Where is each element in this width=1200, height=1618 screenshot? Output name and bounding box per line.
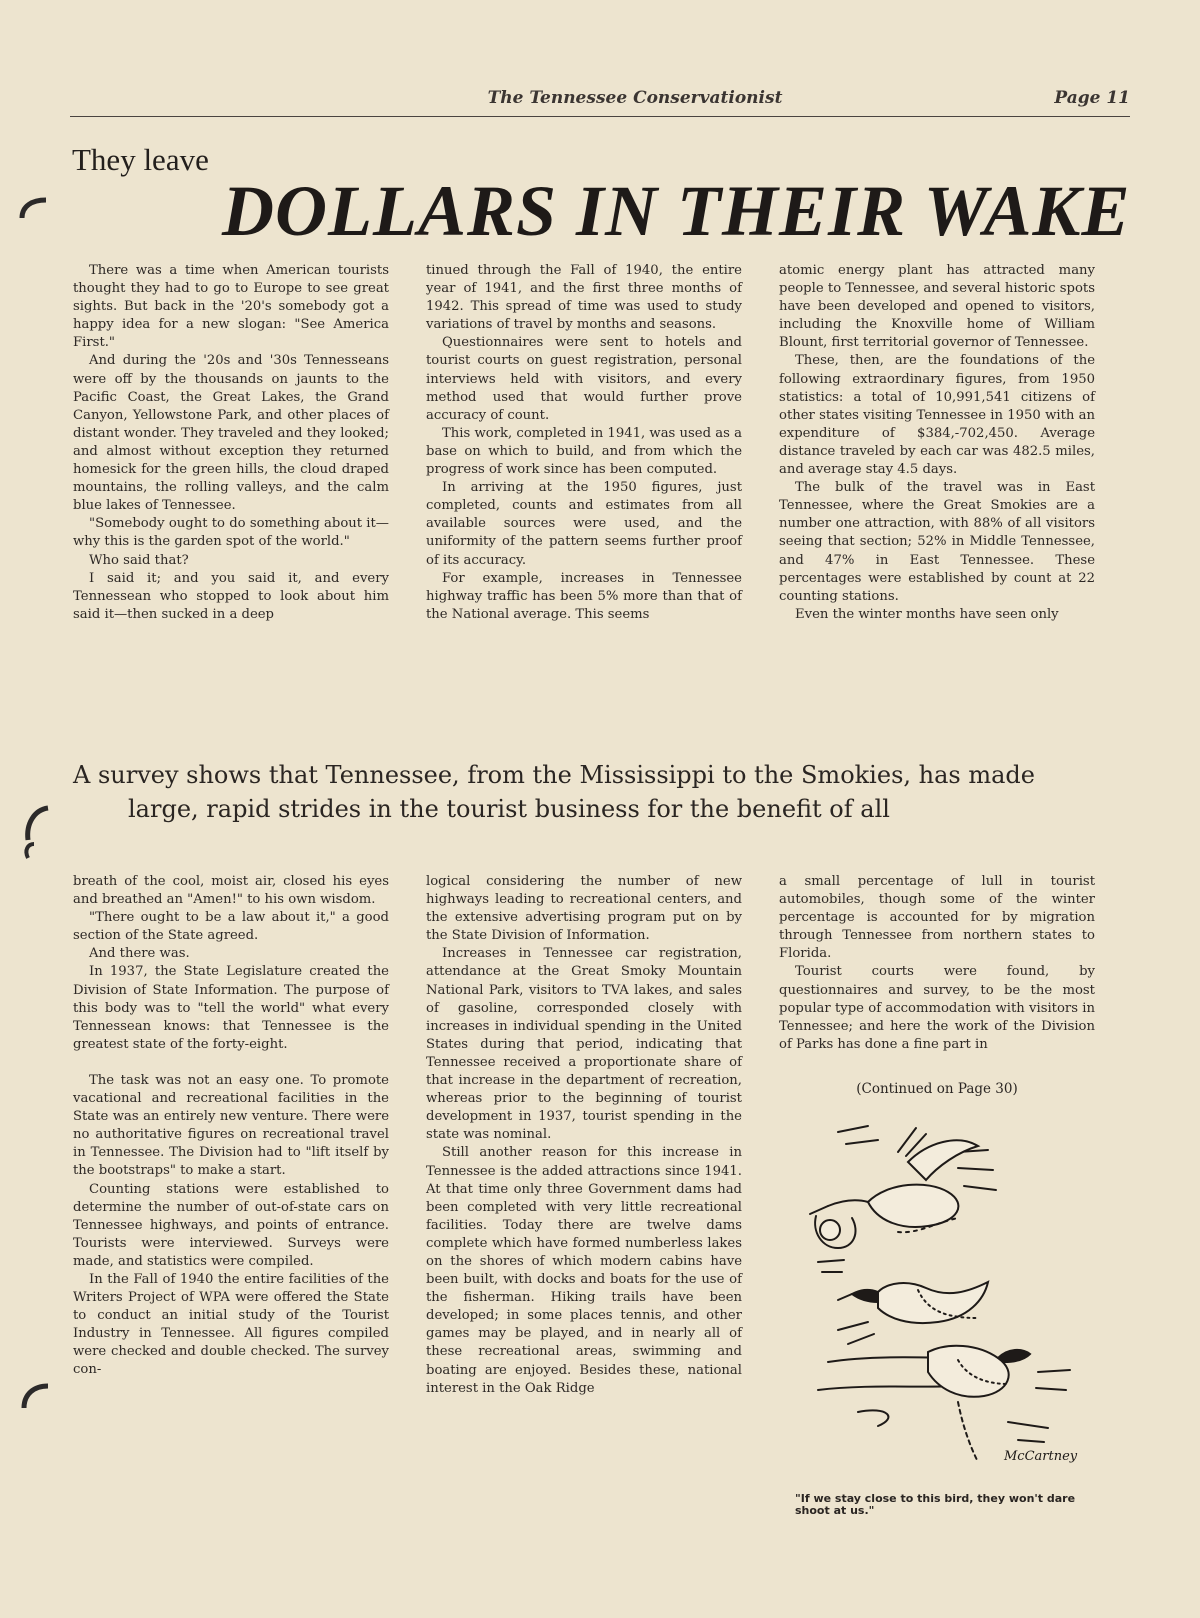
cartoon-caption: "If we stay close to this bird, they won't dare shoot at us." — [795, 1492, 1076, 1517]
article-kicker: They leave — [72, 142, 209, 177]
cartoonist-signature: McCartney — [1004, 1449, 1078, 1464]
paragraph: atomic energy plant has attracted many people to Tennessee, and several historic spots have been developed and opened to visitors, including the Knoxville home of William Blount, first territorial governor of Tennessee. — [779, 263, 1095, 351]
paragraph: Still another reason for this increase in Tennessee is the added attractions since 1941. At that time only three Government dams had been completed with very little recreational facilities. Today there are twelve dams complete which have formed numberless lakes on the shores of which modern cabins have been built, with docks and boats for the use of the fisherman. Hiking trails have been developed; in some places tennis, and other games may be played, and in nearly all of these recreational areas, swimming and boating are enjoyed. Besides these, national interest in the Oak Ridge — [426, 1145, 742, 1396]
paragraph: a small percentage of lull in tourist automobiles, though some of the winter percentage is accounted for by migration through Tennessee from northern states to Florida. — [779, 874, 1095, 962]
paragraph: breath of the cool, moist air, closed his eyes and breathed an "Amen!" to his own wisdom. — [73, 874, 389, 908]
paragraph: I said it; and you said it, and every Tennessean who stopped to look about him said it—then sucked in a deep — [73, 570, 389, 622]
paragraph: Who said that? — [89, 552, 189, 568]
paragraph: These, then, are the foundations of the following extraordinary figures, from 1950 statistics: a total of 10,991,541 citizens of other states visiting Tennessee in 1950 with an expenditure of $384,-702,450. Average distance traveled by each car was 482.5 miles, and average stay 4.5 days. — [779, 353, 1095, 478]
column-1-top — [73, 262, 389, 624]
paragraph: The bulk of the travel was in East Tennessee, where the Great Smokies are a number one attraction, with 88% of all visitors seeing that section; 52% in Middle Tennessee, and 47% in East Tennessee. These percentages were established by count at 22 counting stations. — [779, 480, 1095, 604]
paragraph: Increases in Tennessee car registration, attendance at the Great Smoky Mountain National Park, visitors to TVA lakes, and sales of gasoline, corresponded closely with increases in individual spending in the United States during that period, indicating that Tennessee received a proportionate share of that increase in the department of recreation, whereas prior to the beginning of tourist development in 1937, tourist spending in the state was nominal. — [426, 946, 742, 1143]
paragraph: In the Fall of 1940 the entire facilities of the Writers Project of WPA were offered the State to conduct an initial study of the Tourist Industry in Tennessee. All figures compiled were checked and double checked. The survey con- — [73, 1271, 389, 1378]
paragraph: For example, increases in Tennessee highway traffic has been 5% more than that of the National average. This seems — [426, 570, 742, 622]
paragraph: logical considering the number of new highways leading to recreational centers, and the extensive advertising program put on by the State Division of Information. — [426, 874, 742, 944]
page-number: Page 11 — [1054, 88, 1130, 108]
binding-mark-bottom — [20, 1380, 50, 1410]
binding-mark-middle — [22, 800, 50, 860]
subhead-line-1: A survey shows that Tennessee, from the Mississippi to the Smokies, has made — [73, 761, 1035, 789]
binding-mark-top — [18, 196, 48, 220]
column-2-top — [426, 262, 742, 624]
duck-cartoon-illustration — [808, 1122, 1078, 1477]
paragraph: There was a time when American tourists thought they had to go to Europe to see great sights. But back in the '20's somebody got a happy idea for a new slogan: "See America First." — [73, 263, 389, 351]
paragraph: "There ought to be a law about it," a good section of the State agreed. — [73, 910, 389, 944]
paragraph: Questionnaires were sent to hotels and tourist courts on guest registration, personal interviews held with visitors, and every method used that would further prove accuracy of count. — [426, 335, 742, 423]
paragraph: The task was not an easy one. To promote vacational and recreational facilities in the State was an entirely new venture. There were no authoritative figures on recreational travel in Tennessee. The Division had to "lift itself by the bootstraps" to make a start. — [73, 1072, 389, 1179]
continued-note: (Continued on Page 30) — [856, 1081, 1018, 1097]
paragraph: tinued through the Fall of 1940, the entire year of 1941, and the first three months of 1942. This spread of time was used to study variations of travel by months and seasons. — [426, 263, 742, 333]
paragraph: "Somebody ought to do something about it—why this is the garden spot of the world." — [73, 516, 389, 550]
article-subhead — [73, 758, 1133, 826]
paragraph: In arriving at the 1950 figures, just completed, counts and estimates from all available sources were used, and the uniformity of the pattern seems further proof of its accuracy. — [426, 480, 742, 568]
paragraph: And there was. — [89, 946, 190, 962]
paragraph: Even the winter months have seen only — [795, 606, 1059, 622]
running-header — [70, 88, 1130, 117]
paragraph: This work, completed in 1941, was used as a base on which to build, and from which the progress of work since has been computed. — [426, 425, 742, 478]
paragraph: Tourist courts were found, by questionnaires and survey, to be the most popular type of accommodation with visitors in Tennessee; and here the work of the Division of Parks has done a fine part in — [779, 964, 1095, 1052]
column-2-bottom — [426, 873, 742, 1398]
publication-title: The Tennessee Conservationist — [487, 88, 783, 108]
paragraph: And during the '20s and '30s Tennesseans were off by the thousands on jaunts to the Pacific Coast, the Great Lakes, the Grand Canyon, Yellowstone Park, and other places of distant wonder. They traveled and they looked; and almost without exception they returned homesick for the green hills, the cloud draped mountains, the rolling valleys, and the calm blue lakes of Tennessee. — [73, 353, 389, 514]
column-1-bottom — [73, 873, 389, 1380]
column-3-bottom — [779, 873, 1095, 1054]
paragraph: In 1937, the State Legislature created the Division of State Information. The purpose of this body was to "tell the world" what every Tennessean knows: that Tennessee is the greatest state of the forty-eight. — [73, 964, 389, 1052]
subhead-line-2: large, rapid strides in the tourist business for the benefit of all — [128, 795, 890, 823]
paragraph: Counting stations were established to determine the number of out-of-state cars on Tennessee highways, and points of entrance. Tourists were interviewed. Surveys were made, and statistics were compiled. — [73, 1181, 389, 1269]
column-3-top — [779, 262, 1095, 624]
article-title: DOLLARS IN THEIR WAKE — [222, 171, 1131, 251]
